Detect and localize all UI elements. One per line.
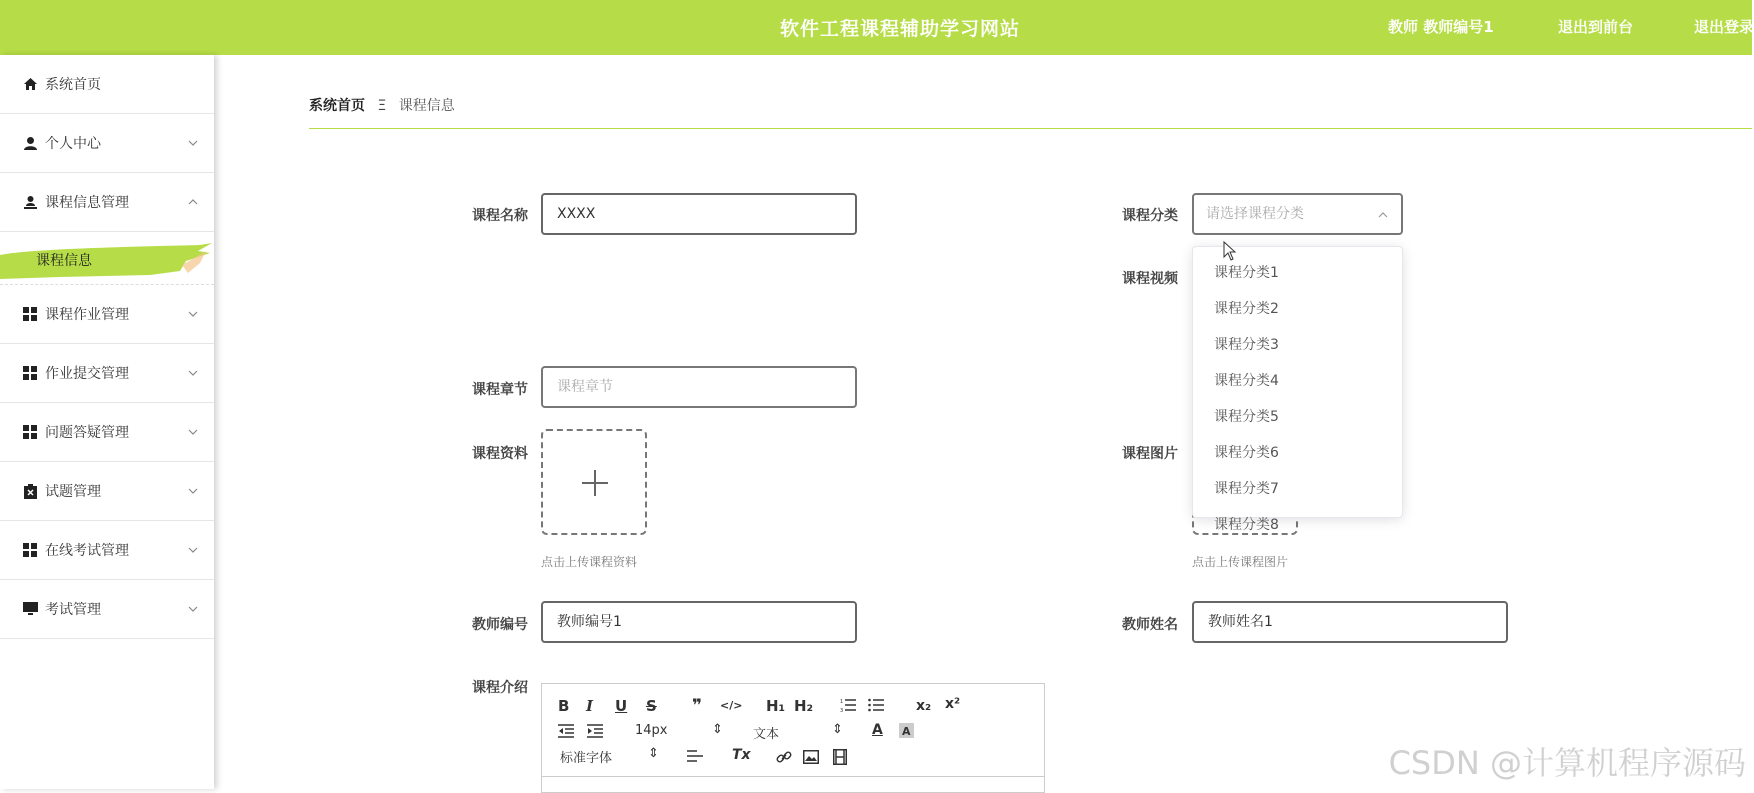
font-family-select[interactable]: 标准字体: [560, 751, 613, 766]
bold-button[interactable]: B: [558, 697, 570, 715]
home-icon: [22, 76, 38, 92]
dropdown-option[interactable]: 课程分类5: [1214, 409, 1279, 425]
dropdown-option[interactable]: 课程分类3: [1214, 337, 1279, 353]
font-size-arrows-icon: ⇕: [712, 722, 723, 737]
background-color-icon[interactable]: [899, 723, 914, 738]
dropdown-option[interactable]: 课程分类8: [1214, 517, 1279, 533]
sidebar: [0, 55, 214, 789]
course-image-label: 课程图片: [1122, 446, 1178, 462]
course-chapter-label: 课程章节: [472, 382, 528, 398]
sidebar-item-online-exam[interactable]: [0, 521, 214, 580]
sidebar-item-questions[interactable]: [0, 462, 214, 521]
teacher-name-input[interactable]: 教师姓名1: [1192, 601, 1508, 643]
course-category-select[interactable]: [1192, 193, 1403, 235]
sidebar-item-label: 个人中心: [45, 136, 101, 152]
paragraph-arrows-icon: ⇕: [832, 722, 843, 737]
sidebar-item-submission[interactable]: [0, 344, 214, 403]
sidebar-item-label: 考试管理: [45, 602, 101, 618]
sidebar-item-qa[interactable]: [0, 403, 214, 462]
teacher-id-label: 教师编号: [472, 617, 528, 633]
site-title: 软件工程课程辅助学习网站: [780, 18, 1021, 40]
course-name-label: 课程名称: [472, 208, 528, 224]
watermark-text: CSDN @计算机程序源码: [1388, 744, 1746, 782]
chevron-down-icon: [186, 136, 200, 150]
course-chapter-input[interactable]: 课程章节: [541, 366, 857, 408]
rich-text-editor[interactable]: [541, 683, 1045, 793]
h1-button[interactable]: H₁: [766, 697, 786, 715]
superscript-button[interactable]: x²: [945, 696, 961, 712]
dropdown-option[interactable]: 课程分类1: [1214, 265, 1279, 281]
paragraph-select[interactable]: 文本: [753, 727, 780, 742]
sidebar-subitem-label: 课程信息: [36, 253, 92, 269]
video-icon[interactable]: [833, 749, 847, 765]
course-category-placeholder: 请选择课程分类: [1206, 206, 1304, 222]
outdent-icon[interactable]: [558, 724, 574, 738]
chevron-down-icon: [186, 425, 200, 439]
breadcrumb-separator: Ξ: [377, 98, 387, 114]
course-material-label: 课程资料: [472, 446, 528, 462]
clear-format-button[interactable]: Tx: [732, 747, 751, 763]
category-dropdown: [1192, 246, 1403, 533]
user-label: 教师 教师编号1: [1388, 18, 1494, 36]
grid-icon: [22, 306, 38, 322]
chevron-down-icon: [186, 366, 200, 380]
course-intro-label: 课程介绍: [472, 680, 528, 696]
chevron-up-icon: [1377, 209, 1389, 221]
chevron-down-icon: [186, 307, 200, 321]
font-size-select[interactable]: 14px: [635, 723, 668, 738]
course-video-label: 课程视频: [1122, 271, 1178, 287]
grid-icon: [22, 542, 38, 558]
logout-link[interactable]: 退出登录: [1694, 18, 1754, 36]
grid-icon: [22, 365, 38, 381]
sidebar-item-label: 课程作业管理: [45, 307, 129, 323]
breadcrumb-divider: [309, 128, 1752, 129]
course-material-upload[interactable]: [541, 429, 647, 535]
subscript-button[interactable]: x₂: [916, 698, 932, 714]
font-family-arrows-icon: ⇕: [648, 746, 659, 761]
sidebar-item-label: 在线考试管理: [45, 543, 129, 559]
ordered-list-icon[interactable]: [840, 698, 856, 712]
monitor-icon: [22, 601, 38, 617]
sidebar-item-home[interactable]: [0, 55, 214, 114]
chevron-down-icon: [186, 543, 200, 557]
sidebar-item-label: 作业提交管理: [45, 366, 129, 382]
top-header: [0, 0, 1752, 55]
active-brush-highlight: [0, 241, 214, 281]
code-button[interactable]: </>: [720, 699, 743, 712]
sidebar-item-course-manage[interactable]: [0, 173, 214, 232]
teacher-id-input[interactable]: 教师编号1: [541, 601, 857, 643]
italic-button[interactable]: I: [586, 697, 594, 715]
sidebar-item-label: 课程信息管理: [45, 195, 129, 211]
teacher-name-label: 教师姓名: [1122, 617, 1178, 633]
svg-text:1: 1: [840, 699, 844, 705]
svg-text:3: 3: [840, 708, 844, 714]
sidebar-item-label: 系统首页: [45, 77, 101, 93]
font-color-button[interactable]: A: [872, 722, 883, 738]
link-icon[interactable]: [776, 749, 792, 765]
dropdown-option[interactable]: 课程分类6: [1214, 445, 1279, 461]
svg-text:A: A: [902, 725, 911, 738]
course-image-hint: 点击上传课程图片: [1192, 555, 1289, 569]
image-icon[interactable]: [803, 750, 819, 764]
breadcrumb-home[interactable]: 系统首页: [309, 98, 365, 114]
sidebar-item-label: 问题答疑管理: [45, 425, 129, 441]
dropdown-option[interactable]: 课程分类7: [1214, 481, 1279, 497]
course-material-hint: 点击上传课程资料: [541, 555, 638, 569]
breadcrumb: [309, 95, 455, 115]
chevron-down-icon: [186, 484, 200, 498]
user-icon: [22, 135, 38, 151]
h2-button[interactable]: H₂: [794, 697, 814, 715]
editor-toolbar-divider: [542, 776, 1044, 777]
breadcrumb-current: 课程信息: [398, 98, 455, 114]
clipboard-icon: [22, 483, 38, 499]
course-category-label: 课程分类: [1122, 208, 1178, 224]
mouse-cursor-icon: [1223, 241, 1237, 261]
sidebar-item-label: 试题管理: [45, 484, 101, 500]
plus-icon: [580, 468, 610, 498]
grid-icon: [22, 424, 38, 440]
chevron-up-icon: [186, 195, 200, 209]
strike-button[interactable]: S: [646, 697, 657, 715]
sidebar-subitem-course-info[interactable]: [0, 233, 214, 285]
dropdown-option[interactable]: 课程分类4: [1214, 373, 1279, 389]
sidebar-item-personal[interactable]: [0, 114, 214, 173]
front-link[interactable]: 退出到前台: [1558, 18, 1634, 36]
course-name-input[interactable]: XXXX: [541, 193, 857, 235]
underline-button[interactable]: U: [615, 697, 628, 715]
sidebar-item-homework[interactable]: [0, 285, 214, 344]
dropdown-option[interactable]: 课程分类2: [1214, 301, 1279, 317]
chevron-down-icon: [186, 602, 200, 616]
person-desk-icon: [22, 194, 38, 210]
sidebar-item-exam[interactable]: [0, 580, 214, 639]
indent-icon[interactable]: [587, 724, 603, 738]
align-icon[interactable]: [687, 750, 703, 763]
quote-button[interactable]: ❞: [692, 696, 702, 716]
bullet-list-icon[interactable]: [868, 698, 884, 712]
